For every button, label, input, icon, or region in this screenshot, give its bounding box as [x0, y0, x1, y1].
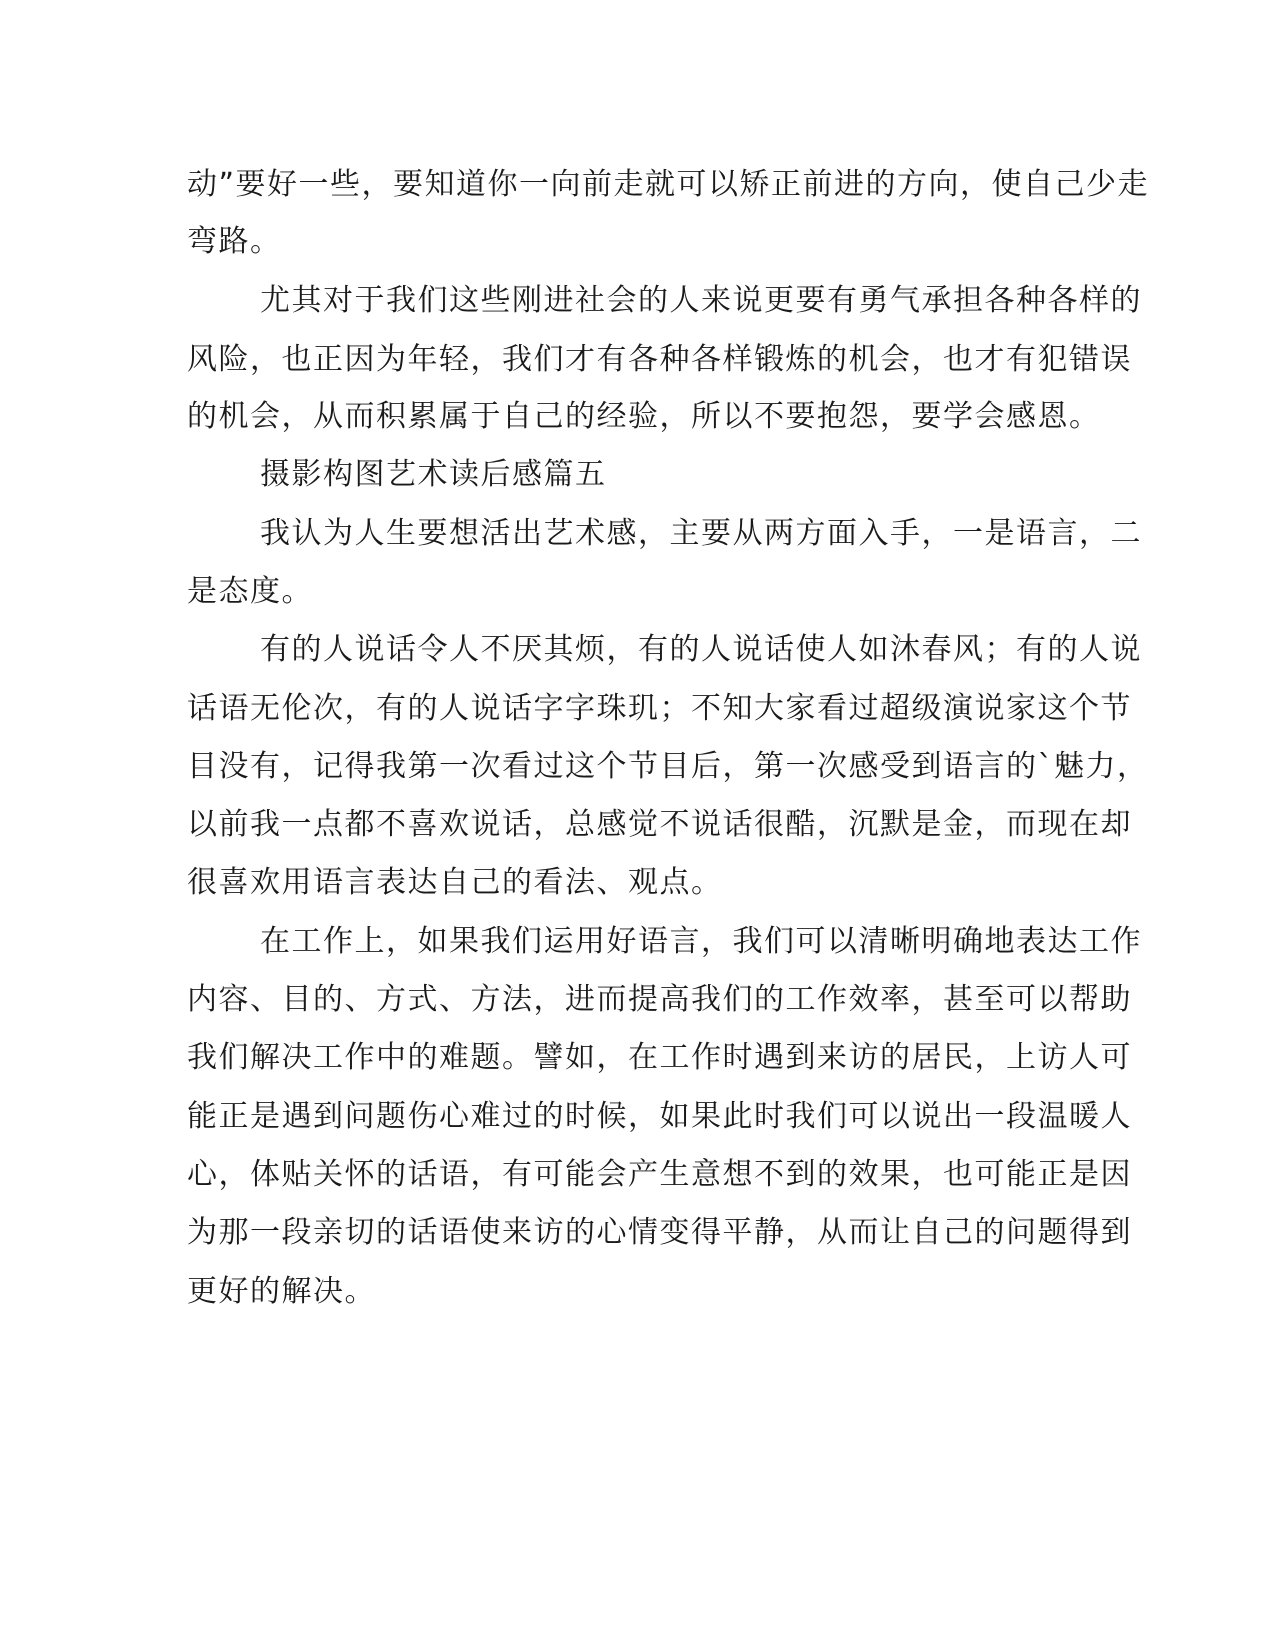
- paragraph-start-line: 有的人说话令人不厌其烦，有的人说话使人如沐春风；有的人说: [260, 632, 1142, 667]
- text-line: 为那一段亲切的话语使来访的心情变得平静，从而让自己的问题得到: [187, 1215, 1132, 1250]
- text-line: 弯路。: [187, 224, 282, 259]
- paragraph-start-line: 尤其对于我们这些刚进社会的人来说更要有勇气承担各种各样的: [260, 283, 1142, 318]
- text-line: 很喜欢用语言表达自己的看法、观点。: [187, 865, 723, 900]
- text-line: 我们解决工作中的难题。譬如，在工作时遇到来访的居民，上访人可: [187, 1040, 1132, 1075]
- text-line: 话语无伦次，有的人说话字字珠玑；不知大家看过超级演说家这个节: [187, 691, 1132, 726]
- text-line: 风险，也正因为年轻，我们才有各种各样锻炼的机会，也才有犯错误: [187, 342, 1132, 377]
- text-line: 以前我一点都不喜欢说话，总感觉不说话很酷，沉默是金，而现在却: [187, 807, 1132, 842]
- section-heading: 摄影构图艺术读后感篇五: [260, 457, 607, 492]
- paragraph-start-line: 我认为人生要想活出艺术感，主要从两方面入手，一是语言，二: [260, 516, 1142, 551]
- text-line: 的机会，从而积累属于自己的经验，所以不要抱怨，要学会感恩。: [187, 399, 1101, 434]
- text-line: 心，体贴关怀的话语，有可能会产生意想不到的效果，也可能正是因: [187, 1157, 1132, 1192]
- text-line: 目没有，记得我第一次看过这个节目后，第一次感受到语言的`魅力，: [187, 749, 1149, 784]
- text-line: 能正是遇到问题伤心难过的时候，如果此时我们可以说出一段温暖人: [187, 1099, 1132, 1134]
- text-line: 动”要好一些，要知道你一向前走就可以矫正前进的方向，使自己少走: [187, 167, 1150, 202]
- text-line: 是态度。: [187, 574, 313, 609]
- text-line: 内容、目的、方式、方法，进而提高我们的工作效率，甚至可以帮助: [187, 982, 1132, 1017]
- text-line: 更好的解决。: [187, 1274, 376, 1309]
- paragraph-start-line: 在工作上，如果我们运用好语言，我们可以清晰明确地表达工作: [260, 924, 1142, 959]
